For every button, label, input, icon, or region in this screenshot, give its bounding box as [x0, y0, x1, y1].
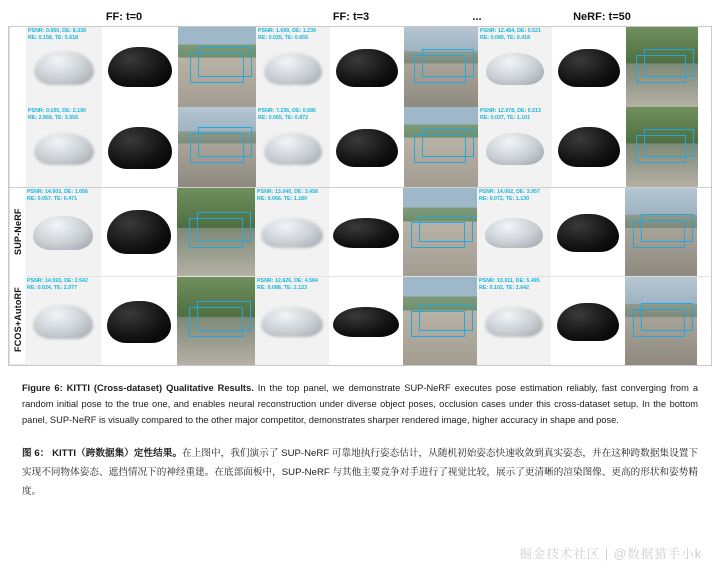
metrics-psnr-de: PSNR: 13.011, DE: 5.495 [479, 278, 540, 284]
cell-render-input [25, 188, 101, 276]
car-silhouette [33, 216, 93, 250]
caption-en-body: In the top panel, we demonstrate SUP-NeRF executes pose estimation reliably, fast converging from a random initial pose to the true one, and enables neural reconstruction under diverse object poses, occlusion cases under this cross-dataset setup. In the bottom panel, SUP-NeRF is visually compared to the other major competitor, demonstrates sharper rendered image, higher accuracy in shape and pose. [22, 383, 699, 425]
metrics-re-te: RE: 0.158, TE: 5.618 [28, 35, 79, 41]
metrics-psnr-de: PSNR: 1.699, DE: 1.239 [258, 28, 316, 34]
table-row [25, 276, 711, 365]
table-row [25, 188, 711, 276]
cell-render-input [255, 188, 329, 276]
cell-render-shape [551, 277, 625, 365]
car-silhouette [486, 53, 544, 85]
metrics-re-te: RE: 0.025, TE: 0.656 [258, 35, 309, 41]
cell-render-shape [102, 107, 178, 187]
cell-render-input [478, 27, 552, 107]
car-silhouette [336, 49, 398, 87]
metrics-re-te: RE: 0.088, TE: 2.123 [257, 285, 308, 291]
metrics-re-te: RE: 2.869, TE: 3.556 [28, 115, 79, 121]
bottom-panel [9, 188, 711, 365]
cell-render-shape [101, 188, 177, 276]
cell-photo-scene [404, 107, 478, 187]
car-silhouette [34, 133, 94, 165]
cell-render-shape [330, 27, 404, 107]
car-silhouette [261, 218, 323, 248]
car-silhouette [108, 127, 172, 169]
car-silhouette [336, 129, 398, 167]
cell-render-input [25, 277, 101, 365]
caption-en-lead: Figure 6: KITTI (Cross-dataset) Qualitative Results. [22, 383, 254, 393]
car-silhouette [485, 307, 543, 337]
car-silhouette [557, 214, 619, 252]
cell-render-input [255, 277, 329, 365]
row-label-sup-nerf: SUP-NeRF [9, 188, 26, 276]
car-silhouette [107, 210, 171, 254]
metrics-psnr-de: PSNR: 14.593, DE: 2.542 [27, 278, 88, 284]
cell-render-shape [329, 188, 403, 276]
bbox-rear [197, 212, 251, 242]
metrics-psnr-de: PSNR: 14.603, DE: 1.056 [27, 189, 88, 195]
cell-photo-scene [625, 188, 697, 276]
cell-photo-scene [626, 27, 698, 107]
bbox-rear [644, 129, 694, 157]
car-silhouette [558, 49, 620, 87]
cell-render-input [477, 277, 551, 365]
metrics-re-te: RE: 0.102, TE: 2.642 [479, 285, 530, 291]
metrics-psnr-de: PSNR: 7.236, DE: 0.686 [258, 108, 316, 114]
bbox-rear [422, 49, 474, 77]
bbox-rear [641, 303, 693, 331]
cell-render-input [477, 188, 551, 276]
row-label-top [9, 27, 26, 187]
cell-render-shape [101, 277, 177, 365]
figure-page [0, 8, 720, 574]
car-silhouette [557, 303, 619, 341]
cell-photo-scene [403, 188, 477, 276]
metrics-re-te: RE: 0.080, TE: 0.418 [480, 35, 531, 41]
bbox-rear [419, 216, 473, 242]
car-silhouette [107, 301, 171, 343]
top-panel [9, 27, 711, 188]
cell-render-input [478, 107, 552, 187]
figure-grid [8, 26, 712, 366]
car-silhouette [261, 307, 323, 337]
cell-render-shape [102, 27, 178, 107]
bbox-rear [644, 49, 694, 77]
cell-render-shape [552, 27, 626, 107]
table-row [26, 107, 711, 187]
cell-render-shape [330, 107, 404, 187]
cell-render-shape [552, 107, 626, 187]
cell-render-shape [329, 277, 403, 365]
bbox-rear [198, 127, 252, 157]
column-header-nerf-t50: NeRF: t=50 [573, 11, 631, 23]
cell-render-input [256, 27, 330, 107]
caption-cn-lead: 图 6： KITTI（跨数据集）定性结果。 [22, 448, 183, 459]
metrics-psnr-de: PSNR: 12.978, DE: 0.513 [480, 108, 541, 114]
car-silhouette [486, 133, 544, 165]
cell-photo-scene [626, 107, 698, 187]
cell-photo-scene [404, 27, 478, 107]
metrics-re-te: RE: 0.065, TE: 0.872 [258, 115, 309, 121]
bbox-rear [198, 47, 252, 77]
figure-column-headers [8, 8, 712, 26]
car-silhouette [33, 305, 93, 339]
figure-6 [8, 8, 712, 366]
car-silhouette [264, 53, 322, 85]
column-header-ff-t0: FF: t=0 [105, 11, 143, 23]
cell-render-input [26, 107, 102, 187]
cell-photo-scene [178, 27, 256, 107]
car-silhouette [264, 133, 322, 165]
metrics-re-te: RE: 0.037, TE: 1.101 [480, 115, 531, 121]
metrics-psnr-de: PSNR: 0.105, DE: 2.190 [28, 108, 86, 114]
metrics-psnr-de: PSNR: 13.040, DE: 3.458 [257, 189, 318, 195]
watermark: 掘金技术社区 | @数据猎手小k [519, 547, 702, 561]
car-silhouette [34, 51, 94, 85]
metrics-psnr-de: PSNR: 0.960, DE: 8.339 [28, 28, 86, 34]
cell-render-shape [551, 188, 625, 276]
column-header-ff-t3: FF: t=3 [332, 11, 370, 23]
table-row [26, 27, 711, 107]
bbox-rear [197, 301, 251, 331]
bbox-rear [422, 129, 474, 157]
figure-caption-en [22, 380, 698, 428]
cell-photo-scene [178, 107, 256, 187]
figure-caption-cn [22, 444, 698, 501]
car-silhouette [108, 47, 172, 87]
metrics-psnr-de: PSNR: 14.002, DE: 3.957 [479, 189, 540, 195]
metrics-psnr-de: PSNR: 12.626, DE: 4.584 [257, 278, 318, 284]
car-silhouette [333, 307, 399, 337]
row-label-fcos-autorf: FCOS+AutoRF [9, 276, 26, 365]
bbox-rear [419, 305, 473, 331]
metrics-re-te: RE: 0.057, TE: 0.471 [27, 196, 78, 202]
cell-photo-scene [403, 277, 477, 365]
metrics-psnr-de: PSNR: 12.484, DE: 0.521 [480, 28, 541, 34]
caption-cn-body: 在上图中，我们演示了 SUP-NeRF 可靠地执行姿态估计，从随机初始姿态快速收敛到真实姿态，并在这种跨数据集设置下实现不同物体姿态、遮挡情况下的神经重建。在底部面板中，SUP-NeRF 与其他主要竞争对手进行了视觉比较，展示了更清晰的渲染图像、更高的形状和姿势精度。 [22, 448, 698, 497]
metrics-re-te: RE: 0.024, TE: 2.077 [27, 285, 78, 291]
metrics-re-te: RE: 0.066, TE: 1.180 [257, 196, 308, 202]
cell-photo-scene [625, 277, 697, 365]
column-header-ellipsis: ... [472, 11, 482, 23]
car-silhouette [485, 218, 543, 248]
car-silhouette [558, 127, 620, 167]
cell-photo-scene [177, 188, 255, 276]
metrics-re-te: RE: 0.072, TE: 1.130 [479, 196, 530, 202]
bbox-rear [641, 214, 693, 242]
cell-render-input [26, 27, 102, 107]
cell-render-input [256, 107, 330, 187]
cell-photo-scene [177, 277, 255, 365]
car-silhouette [333, 218, 399, 248]
